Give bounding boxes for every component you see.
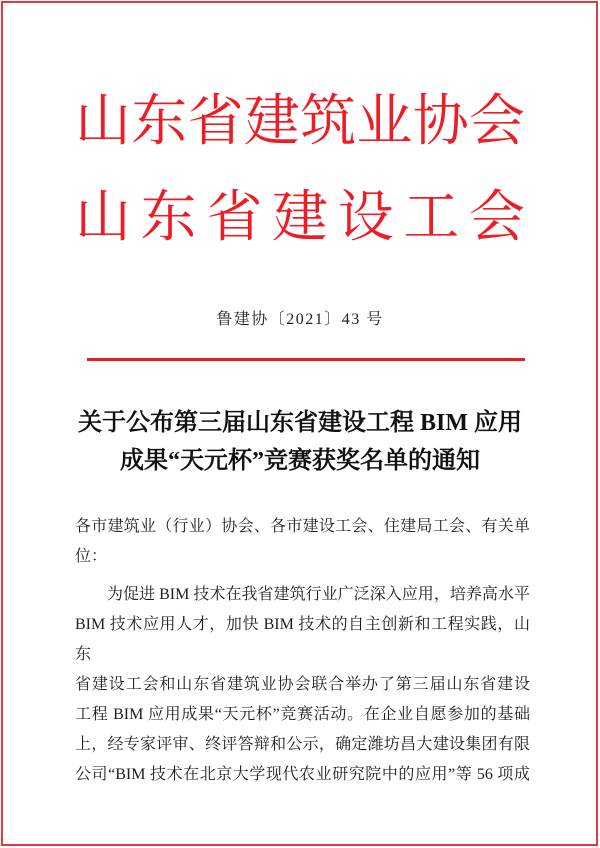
salutation-line-2: 位： xyxy=(75,548,108,565)
red-separator-line xyxy=(87,358,525,361)
document-body xyxy=(75,512,530,790)
title-line-1: 关于公布第三届山东省建设工程 BIM 应用 xyxy=(78,410,522,436)
doc-number: 鲁建协〔2021〕43 号 xyxy=(216,311,384,328)
body-line-6: 公司“BIM 技术在北京大学现代农业研究院中的应用”等 56 项成 xyxy=(75,766,530,783)
title-line-2: 成果“天元杯”竞赛获奖名单的通知 xyxy=(120,448,480,474)
body-line-5: 上，经专家评审、终评答辩和公示，确定潍坊昌大建设集团有限 xyxy=(75,736,530,753)
body-line-1: 为促进 BIM 技术在我省建筑行业广泛深入应用，培养高水平 xyxy=(107,586,530,603)
body-line-2: BIM 技术应用人才，加快 BIM 技术的自主创新和工程实践，山东 xyxy=(75,616,530,663)
org-name-line-1: 山 东 省 建 筑 业 协 会 xyxy=(75,91,525,153)
document-title xyxy=(40,404,560,480)
salutation-line-1: 各市建筑业（行业）协会、各市建设工会、住建局工会、有关单 xyxy=(75,518,530,535)
org-name-line-2: 山 东 省 建 设 工 会 xyxy=(75,187,525,249)
body-line-3: 省建设工会和山东省建筑业协会联合举办了第三届山东省建设 xyxy=(75,676,530,693)
body-line-4: 工程 BIM 应用成果“天元杯”竞赛活动。在企业自愿参加的基础 xyxy=(75,706,530,723)
